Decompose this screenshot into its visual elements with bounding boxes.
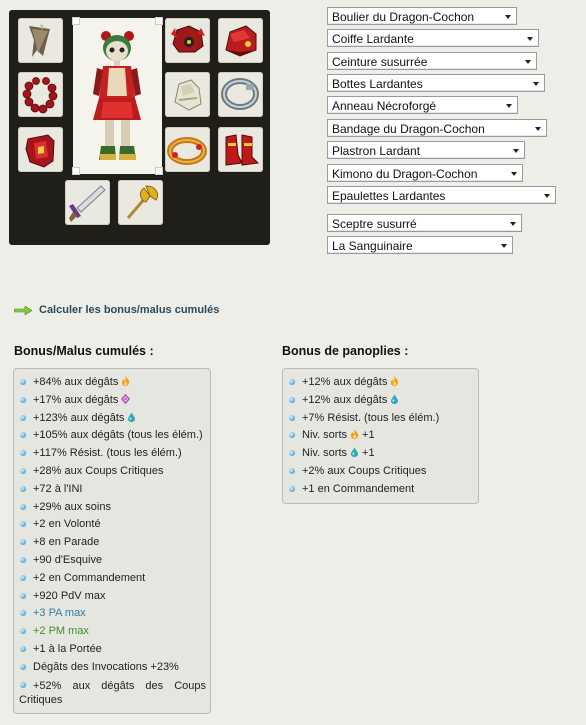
stat-line — [14, 588, 210, 606]
stat-text: +52% aux dégâts des Coups Critiques — [19, 679, 206, 706]
stat-text: +28% aux Coups Critiques — [33, 464, 164, 477]
select-value: Coiffe Lardante — [332, 32, 414, 46]
stat-text: +17% aux dégâts — [33, 393, 119, 406]
bonus-malus-title: Bonus/Malus cumulés : — [14, 344, 154, 358]
water-icon — [350, 447, 359, 457]
select-value: Ceinture susurrée — [332, 55, 428, 69]
chevron-down-icon[interactable] — [505, 15, 511, 19]
stat-text: +72 à l'INI — [33, 482, 83, 495]
stat-line — [283, 427, 478, 445]
stat-line — [283, 445, 478, 463]
stat-text: +8 en Parade — [33, 536, 100, 549]
stat-text: +7% Résist. (tous les élém.) — [302, 411, 440, 424]
stat-text: +12% aux dégâts — [302, 376, 388, 388]
kimono-select[interactable] — [327, 164, 523, 182]
stat-line — [14, 499, 210, 517]
bullet-icon — [289, 415, 295, 421]
stat-line — [14, 641, 210, 659]
stat-suffix: +1 — [362, 429, 375, 442]
bullet-icon — [289, 432, 295, 438]
helmet-icon[interactable] — [165, 18, 210, 63]
select-value: La Sanguinaire — [332, 239, 413, 253]
amulet-necklace-icon[interactable] — [18, 72, 63, 117]
stat-line — [283, 481, 478, 499]
bullet-icon — [289, 486, 295, 492]
hat-icon[interactable] — [218, 18, 263, 63]
hat-select[interactable] — [327, 29, 539, 47]
bullet-icon — [20, 646, 26, 652]
bullet-icon — [20, 628, 26, 634]
chevron-down-icon[interactable] — [535, 127, 541, 131]
stat-line — [14, 481, 210, 499]
stat-line — [283, 374, 478, 392]
stat-line — [14, 534, 210, 552]
stat-text: +1 à la Portée — [33, 642, 102, 655]
ring-select[interactable] — [327, 96, 518, 114]
air-icon — [121, 394, 130, 404]
stat-text: +12% aux dégâts — [302, 393, 388, 406]
bullet-icon — [20, 557, 26, 563]
bullet-icon — [20, 379, 26, 385]
fire-icon — [390, 376, 399, 386]
panoplies-title: Bonus de panoplies : — [282, 344, 409, 358]
stat-text: +2% aux Coups Critiques — [302, 464, 427, 477]
scepter-select[interactable] — [327, 214, 522, 232]
belt-select[interactable] — [327, 52, 537, 70]
bullet-icon — [20, 682, 26, 688]
chest-select[interactable] — [327, 141, 525, 159]
stat-text: +123% aux dégâts — [33, 411, 125, 424]
bullet-icon — [289, 379, 295, 385]
stat-line — [14, 516, 210, 534]
bonus-malus-box — [13, 368, 211, 714]
stat-line — [14, 463, 210, 481]
equipment-panel — [9, 10, 270, 245]
bullet-icon — [20, 610, 26, 616]
panoplies-box — [282, 368, 479, 504]
stat-text: +2 en Commandement — [33, 571, 146, 584]
bullet-icon — [289, 468, 295, 474]
bullet-icon — [289, 397, 295, 403]
bullet-icon — [20, 486, 26, 492]
stat-text: +3 PA max — [33, 607, 86, 620]
bullet-icon — [20, 450, 26, 456]
stat-line — [283, 463, 478, 481]
chevron-down-icon[interactable] — [513, 149, 519, 153]
stat-text: Niv. sorts — [302, 447, 348, 460]
select-value: Boulier du Dragon-Cochon — [332, 10, 475, 24]
dagger-icon[interactable] — [65, 180, 110, 225]
stat-text: +2 en Volonté — [33, 518, 101, 531]
bullet-icon — [20, 468, 26, 474]
calculate-bonus-link[interactable] — [14, 303, 219, 317]
stat-line — [14, 410, 210, 428]
select-value: Plastron Lardant — [332, 144, 421, 158]
shoulders-icon[interactable] — [165, 72, 210, 117]
ring-icon[interactable] — [218, 72, 263, 117]
bracer-icon[interactable] — [165, 127, 210, 172]
cape-icon[interactable] — [18, 18, 63, 63]
character-preview — [73, 18, 162, 174]
stat-line — [14, 659, 210, 677]
bullet-icon — [289, 450, 295, 456]
water-icon — [127, 412, 136, 422]
chevron-down-icon[interactable] — [533, 82, 539, 86]
stat-text: +84% aux dégâts — [33, 376, 119, 388]
fire-icon — [121, 376, 130, 386]
bandage-select[interactable] — [327, 119, 547, 137]
stat-text: +1 en Commandement — [302, 482, 415, 495]
stat-line — [14, 427, 210, 445]
stat-text: +2 PM max — [33, 625, 89, 638]
boots-select[interactable] — [327, 74, 545, 92]
stat-suffix: +1 — [362, 447, 375, 460]
fire-icon — [350, 429, 359, 439]
stat-line — [14, 570, 210, 588]
arrow-right-icon — [14, 306, 32, 315]
chevron-down-icon[interactable] — [544, 194, 550, 198]
select-value: Sceptre susurré — [332, 217, 417, 231]
select-value: Bandage du Dragon-Cochon — [332, 122, 485, 136]
calculate-link-label: Calculer les bonus/malus cumulés — [39, 304, 220, 316]
chevron-down-icon[interactable] — [525, 60, 531, 64]
chevron-down-icon[interactable] — [511, 172, 517, 176]
chevron-down-icon[interactable] — [501, 244, 507, 248]
weapon-select[interactable] — [327, 236, 513, 254]
stat-text: Dégâts des Invocations +23% — [33, 660, 179, 673]
chevron-down-icon[interactable] — [506, 104, 512, 108]
bullet-icon — [20, 539, 26, 545]
stat-text: +920 PdV max — [33, 589, 106, 602]
bullet-icon — [20, 397, 26, 403]
bullet-icon — [20, 664, 26, 670]
bullet-icon — [20, 415, 26, 421]
belt-icon[interactable] — [18, 127, 63, 172]
axe-icon[interactable] — [118, 180, 163, 225]
bullet-icon — [20, 593, 26, 599]
select-value: Kimono du Dragon-Cochon — [332, 167, 478, 181]
stat-line — [14, 374, 210, 392]
shield-select[interactable] — [327, 7, 517, 25]
select-value: Anneau Nécroforgé — [332, 99, 437, 113]
stat-text: Niv. sorts — [302, 429, 348, 442]
select-value: Bottes Lardantes — [332, 77, 423, 91]
stat-text: +90 d'Esquive — [33, 553, 103, 566]
boots-icon[interactable] — [218, 127, 263, 172]
stat-line — [14, 677, 210, 707]
stat-text: +29% aux soins — [33, 500, 111, 513]
stat-line — [14, 605, 210, 623]
stat-text: +105% aux dégâts (tous les élém.) — [33, 429, 203, 442]
stat-line — [283, 410, 478, 428]
stat-line — [14, 392, 210, 410]
water-icon — [390, 394, 399, 404]
chevron-down-icon[interactable] — [510, 222, 516, 226]
chevron-down-icon[interactable] — [527, 37, 533, 41]
bullet-icon — [20, 521, 26, 527]
bullet-icon — [20, 575, 26, 581]
stat-line — [14, 623, 210, 641]
stat-line — [14, 445, 210, 463]
select-value: Epaulettes Lardantes — [332, 189, 446, 203]
shoulders-select[interactable] — [327, 186, 556, 204]
stat-line — [14, 552, 210, 570]
bullet-icon — [20, 504, 26, 510]
stat-text: +117% Résist. (tous les élém.) — [33, 447, 182, 460]
stat-line — [283, 392, 478, 410]
bullet-icon — [20, 432, 26, 438]
character-avatar-icon — [73, 18, 162, 174]
